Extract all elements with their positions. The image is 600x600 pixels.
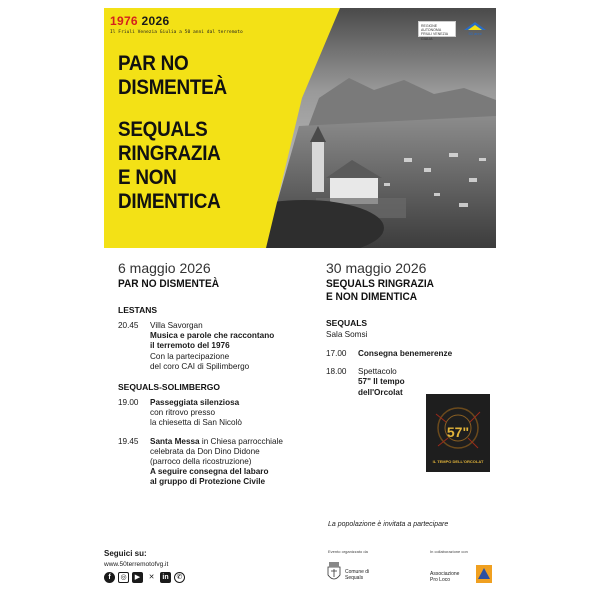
linkedin-icon[interactable]: in [160,572,171,583]
comune-name [345,569,369,581]
schedule-detail: Consegna benemerenze [358,349,453,358]
anniversary-logo-text: 50 anni [468,31,482,36]
x-icon[interactable]: ✕ [146,572,157,583]
instagram-icon[interactable]: ◎ [118,572,129,583]
program-may-6 [118,260,328,496]
schedule-item [118,437,328,488]
comune-crest-icon [326,561,342,583]
headline-line-3: SEQUALS [118,118,208,141]
year-end: 2026 [141,14,170,28]
location-sequals-solimbergo: SEQUALS-SOLIMBERGO [118,382,221,393]
venue-room: Sala Somsi [326,330,368,339]
anniversary-logo [462,20,488,38]
youtube-icon[interactable]: ▶ [132,572,143,583]
schedule-venue: Villa Savorgan [150,321,203,330]
whatsapp-icon[interactable]: ✆ [174,572,185,583]
schedule-item [326,349,496,359]
event-date: 6 maggio 2026 [118,260,211,276]
schedule-detail: Musica e parole che raccontano [150,331,275,341]
headline [118,52,316,214]
year-start: 1976 [110,14,138,28]
headline-line-5: E NON [118,166,177,189]
anniversary-subtitle: Il Friuli Venezia Giulia a 50 anni dal terremoto [110,30,243,35]
schedule-time: 20.45 [118,321,139,330]
schedule-detail: il terremoto del 1976 [150,341,230,351]
protezione-civile-icon [476,565,492,583]
cover-title: IL TEMPO DELL'ORCOLAT [432,459,484,464]
cover-number: 57" [446,424,470,440]
schedule-detail: del coro CAI di Spilimbergo [150,361,250,371]
event-title: E NON DIMENTICA [326,291,418,303]
comune-line-1: Comune di [345,569,370,575]
schedule-detail: al gruppo di Protezione Civile [150,477,266,487]
headline-line-4: RINGRAZIA [118,142,221,165]
association-line-1: Associazione [430,571,460,577]
headline-line-1: PAR NO [118,52,189,75]
schedule-time: 18.00 [326,367,347,377]
schedule-detail: Con la partecipazione [150,351,230,361]
event-date: 30 maggio 2026 [326,260,427,276]
show-cover-image [426,394,490,472]
event-title: SEQUALS RINGRAZIA [326,278,434,290]
association-line-2: Pro Loco [430,577,451,583]
schedule-detail: (parroco della ricostruzione) [150,457,252,467]
event-title: PAR NO DISMENTEÀ [118,278,220,290]
organizer-label: Evento organizzato da [328,549,368,554]
poster [104,8,496,592]
headline-line-6: DIMENTICA [118,190,221,213]
location-lestans: LESTANS [118,305,158,315]
social-links [104,572,185,583]
schedule-detail: celebrata da Don Dino Didone [150,446,260,456]
schedule-detail: dell'Orcolat [358,387,403,397]
headline-line-2: DISMENTEÀ [118,76,227,99]
hero-banner [104,8,496,248]
schedule-time: 19.00 [118,398,139,408]
website-link[interactable]: www.50terremotofvg.it [104,561,169,568]
schedule-item [118,321,328,372]
association-name [430,571,459,583]
schedule-detail: la chiesetta di San Nicolò [150,418,242,428]
region-logo: REGIONE AUTONOMA FRIULI VENEZIA GIULIA [418,21,456,37]
schedule-detail: Santa Messa [150,436,200,446]
collaboration-label: In collaborazione con [430,549,468,554]
program-may-30 [326,260,496,406]
follow-label: Seguici su: [104,549,147,558]
schedule-detail: in Chiesa parrocchiale [199,436,283,446]
anniversary-years [110,14,169,28]
schedule-item [118,398,328,429]
header-logos [418,20,488,41]
schedule-detail: con ritrovo presso [150,408,216,418]
schedule-time: 17.00 [326,349,347,358]
schedule-detail: Spettacolo [358,367,397,377]
schedule-detail: 57" Il tempo [358,377,405,387]
facebook-icon[interactable]: f [104,572,115,583]
schedule-detail: A seguire consegna del labaro [150,467,269,477]
comune-line-2: Sequals [345,575,364,581]
schedule-detail: Passeggiata silenziosa [150,398,240,408]
location-sequals: SEQUALS [326,318,368,328]
schedule-time: 19.45 [118,436,139,446]
invitation-note: La popolazione è invitata a partecipare [328,521,449,528]
